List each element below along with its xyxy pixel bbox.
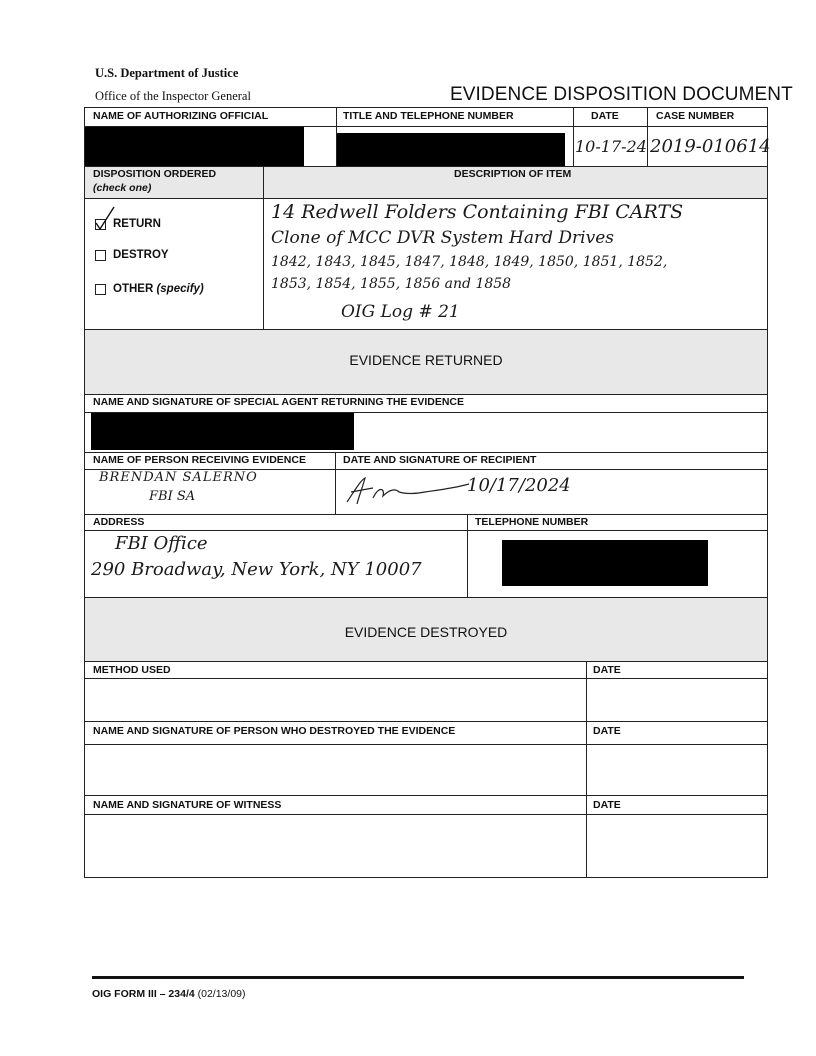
divider <box>85 530 767 531</box>
form-number: OIG FORM III – 234/4 <box>92 988 195 1000</box>
evidence-destroyed-section <box>85 598 767 661</box>
description-line: OIG Log # 21 <box>341 302 460 322</box>
method-used-label: METHOD USED <box>93 664 171 676</box>
method-date-label: DATE <box>593 664 621 676</box>
date-label: DATE <box>591 110 619 122</box>
case-number-label: CASE NUMBER <box>656 110 735 122</box>
evidence-form <box>84 107 771 878</box>
divider <box>85 394 767 395</box>
other-checkbox[interactable] <box>95 284 106 295</box>
description-line: 14 Redwell Folders Containing FBI CARTS <box>271 201 684 223</box>
divider <box>85 795 767 796</box>
person-receiving-label: NAME OF PERSON RECEIVING EVIDENCE <box>93 454 306 466</box>
description-label: DESCRIPTION OF ITEM <box>454 168 572 180</box>
other-option <box>113 283 204 295</box>
title-phone-label: TITLE AND TELEPHONE NUMBER <box>343 110 514 122</box>
divider <box>85 744 767 745</box>
divider <box>85 721 767 722</box>
divider <box>336 108 337 166</box>
divider <box>467 514 468 597</box>
evidence-destroyed-title: EVIDENCE DESTROYED <box>344 624 508 640</box>
address-line2: 290 Broadway, New York, NY 10007 <box>91 559 422 580</box>
evidence-returned-section <box>85 330 767 394</box>
other-specify-hint: (specify) <box>156 283 204 295</box>
redacted-telephone <box>502 540 708 586</box>
recipient-date-signature-label: DATE AND SIGNATURE OF RECIPIENT <box>343 454 537 466</box>
department-name: U.S. Department of Justice <box>95 66 239 80</box>
date-value: 10-17-24 <box>575 137 647 156</box>
description-line: 1853, 1854, 1855, 1856 and 1858 <box>271 276 512 292</box>
document-title: EVIDENCE DISPOSITION DOCUMENT <box>450 84 793 105</box>
divider <box>335 452 336 514</box>
telephone-label: TELEPHONE NUMBER <box>475 516 589 528</box>
address-label: ADDRESS <box>93 516 145 528</box>
divider <box>647 108 648 166</box>
destroy-option-label: DESTROY <box>113 249 169 261</box>
destroy-checkbox[interactable] <box>95 250 106 261</box>
special-agent-label: NAME AND SIGNATURE OF SPECIAL AGENT RETURNING THE EVIDENCE <box>93 396 465 408</box>
form-id <box>92 988 246 1000</box>
divider <box>85 661 767 662</box>
address-line1: FBI Office <box>115 533 208 554</box>
receiver-name: BRENDAN SALERNO <box>99 470 258 485</box>
destroyer-label: NAME AND SIGNATURE OF PERSON WHO DESTROYED THE EVIDENCE <box>93 725 456 737</box>
office-name: Office of the Inspector General <box>95 89 251 103</box>
form-revision-date: (02/13/09) <box>197 988 246 1000</box>
divider <box>85 198 767 199</box>
divider <box>573 108 574 166</box>
recipient-signature <box>343 472 473 508</box>
redacted-agent-name <box>91 413 354 450</box>
divider <box>586 661 587 877</box>
divider <box>85 452 767 453</box>
divider <box>85 678 767 679</box>
witness-date-label: DATE <box>593 799 621 811</box>
destroyer-date-label: DATE <box>593 725 621 737</box>
redacted-official-name <box>85 127 304 166</box>
other-option-label: OTHER <box>113 283 154 295</box>
description-line: 1842, 1843, 1845, 1847, 1848, 1849, 1850, 1851, 1852, <box>271 254 668 270</box>
description-line: Clone of MCC DVR System Hard Drives <box>271 228 615 248</box>
divider <box>85 814 767 815</box>
check-one-hint: (check one) <box>93 182 152 194</box>
redacted-title-phone <box>337 133 565 166</box>
case-number-value: 2019-010614 <box>650 136 771 157</box>
return-option-label: RETURN <box>113 218 161 230</box>
authorizing-official-label: NAME OF AUTHORIZING OFFICIAL <box>93 110 269 122</box>
divider <box>85 514 767 515</box>
receiver-title: FBI SA <box>149 489 196 504</box>
witness-label: NAME AND SIGNATURE OF WITNESS <box>93 799 282 811</box>
disposition-ordered-label: DISPOSITION ORDERED <box>93 168 217 180</box>
divider <box>263 167 264 329</box>
recipient-date: 10/17/2024 <box>467 475 571 496</box>
evidence-returned-title: EVIDENCE RETURNED <box>349 352 503 368</box>
footer-rule <box>92 976 744 979</box>
